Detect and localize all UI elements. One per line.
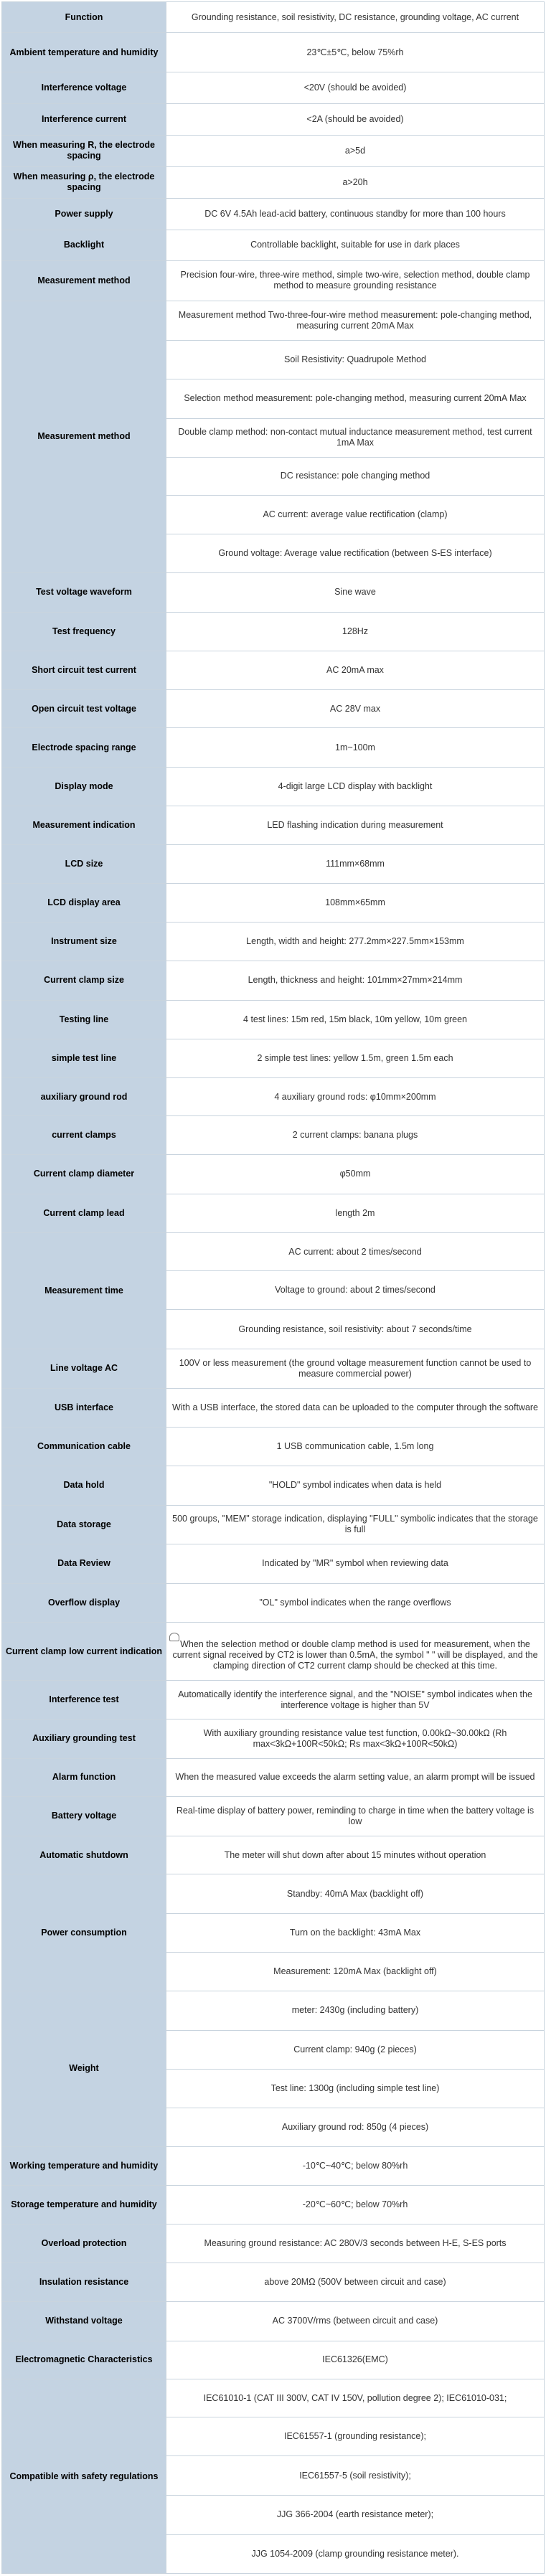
- spec-value: Real-time display of battery power, reminding to charge in time when the battery voltage is low: [166, 1797, 545, 1836]
- spec-label: Communication cable: [2, 1428, 166, 1466]
- spec-value: AC 28V max: [166, 689, 545, 728]
- spec-value: When the measured value exceeds the alarm setting value, an alarm prompt will be issued: [166, 1758, 545, 1797]
- spec-row: [2, 2302, 545, 2341]
- spec-label: Insulation resistance: [2, 2263, 166, 2302]
- spec-label: Compatible with safety regulations: [2, 2379, 166, 2574]
- spec-value: IEC61557-1 (grounding resistance);: [166, 2417, 545, 2456]
- spec-value: "HOLD" symbol indicates when data is held: [166, 1466, 545, 1505]
- spec-row: [2, 1544, 545, 1584]
- spec-value: LED flashing indication during measurement: [166, 806, 545, 845]
- spec-label: Power supply: [2, 199, 166, 230]
- spec-value: IEC61557-5 (soil resistivity);: [166, 2456, 545, 2496]
- spec-value: With auxiliary grounding resistance value test function, 0.00kΩ~30.00kΩ (Rh max<3kΩ+100R<50kΩ; Rs max<3kΩ+100R<50kΩ): [166, 1719, 545, 1758]
- spec-value: Soil Resistivity: Quadrupole Method: [166, 341, 545, 379]
- spec-value-text: When the selection method or double clamp method is used for measurement, when the current signal received by CT2 is lower than 0.5mA, the symbol " " will be displayed, and the clamping direction of CT2 current clamp should be checked at this time.: [172, 1639, 538, 1671]
- spec-label: Ambient temperature and humidity: [2, 33, 166, 72]
- spec-value: AC current: about 2 times/second: [166, 1233, 545, 1271]
- spec-label: Weight: [2, 1991, 166, 2146]
- spec-value: AC 20mA max: [166, 651, 545, 690]
- spec-label: Measurement method: [2, 301, 166, 572]
- spec-row: [2, 1155, 545, 1194]
- spec-label: simple test line: [2, 1039, 166, 1078]
- spec-value: IEC61326(EMC): [166, 2341, 545, 2379]
- spec-value: <20V (should be avoided): [166, 72, 545, 103]
- spec-value: JJG 1054-2009 (clamp grounding resistance meter).: [166, 2534, 545, 2573]
- spec-label: current clamps: [2, 1116, 166, 1155]
- spec-label: Data storage: [2, 1505, 166, 1544]
- spec-value: Automatically identify the interference signal, and the "NOISE" symbol indicates when the interference voltage is higher than 5V: [166, 1681, 545, 1719]
- spec-value: IEC61010-1 (CAT III 300V, CAT IV 150V, pollution degree 2); IEC61010-031;: [166, 2379, 545, 2417]
- spec-row: [2, 72, 545, 103]
- spec-label: Current clamp low current indication: [2, 1623, 166, 1681]
- spec-value: 2 current clamps: banana plugs: [166, 1116, 545, 1155]
- spec-label: When measuring R, the electrode spacing: [2, 136, 166, 166]
- spec-label: auxiliary ground rod: [2, 1077, 166, 1116]
- spec-row: [2, 845, 545, 884]
- spec-row: [2, 2, 545, 33]
- spec-value: Sine wave: [166, 572, 545, 612]
- spec-value: 128Hz: [166, 612, 545, 651]
- spec-label: Data hold: [2, 1466, 166, 1505]
- spec-label: Interference voltage: [2, 72, 166, 103]
- spec-row: [2, 301, 545, 341]
- spec-label: Overload protection: [2, 2224, 166, 2263]
- spec-row: [2, 651, 545, 690]
- spec-label: Function: [2, 2, 166, 33]
- spec-label: Alarm function: [2, 1758, 166, 1797]
- spec-value: 100V or less measurement (the ground voltage measurement function cannot be used to measure commercial power): [166, 1349, 545, 1389]
- spec-row: [2, 1836, 545, 1874]
- spec-row: [2, 33, 545, 72]
- spec-value: 500 groups, "MEM" storage indication, displaying "FULL" symbolic indicates that the storage is full: [166, 1505, 545, 1544]
- spec-value: Current clamp: 940g (2 pieces): [166, 2030, 545, 2070]
- spec-row: [2, 806, 545, 845]
- spec-row: [2, 961, 545, 1001]
- spec-label: Display mode: [2, 767, 166, 806]
- spec-row: [2, 166, 545, 199]
- spec-label: Current clamp diameter: [2, 1155, 166, 1194]
- spec-value: [166, 1623, 545, 1681]
- spec-label: Current clamp size: [2, 961, 166, 1001]
- spec-label: Interference current: [2, 103, 166, 136]
- spec-value: Auxiliary ground rod: 850g (4 pieces): [166, 2108, 545, 2146]
- spec-row: [2, 1797, 545, 1836]
- spec-value: Measuring ground resistance: AC 280V/3 seconds between H-E, S-ES ports: [166, 2224, 545, 2263]
- spec-label: Measurement method: [2, 261, 166, 301]
- spec-value: 4 auxiliary ground rods: φ10mm×200mm: [166, 1077, 545, 1116]
- spec-label: Automatic shutdown: [2, 1836, 166, 1874]
- spec-label: Interference test: [2, 1681, 166, 1719]
- spec-value: Double clamp method: non-contact mutual inductance measurement method, test current 1mA Max: [166, 418, 545, 458]
- spec-label: Instrument size: [2, 923, 166, 961]
- spec-label: Backlight: [2, 230, 166, 260]
- spec-value: Voltage to ground: about 2 times/second: [166, 1270, 545, 1310]
- spec-label: Testing line: [2, 1000, 166, 1039]
- spec-value: Grounding resistance, soil resistivity: about 7 seconds/time: [166, 1310, 545, 1349]
- spec-row: [2, 2186, 545, 2224]
- spec-row: [2, 2341, 545, 2379]
- spec-label: Electrode spacing range: [2, 728, 166, 768]
- spec-label: LCD display area: [2, 883, 166, 923]
- spec-row: [2, 689, 545, 728]
- spec-value: AC current: average value rectification (clamp): [166, 495, 545, 534]
- spec-row: [2, 1194, 545, 1233]
- spec-label: USB interface: [2, 1388, 166, 1428]
- spec-row: [2, 199, 545, 230]
- spec-value: 23℃±5℃, below 75%rh: [166, 33, 545, 72]
- spec-value: Precision four-wire, three-wire method, simple two-wire, selection method, double clamp method to measure grounding resistance: [166, 261, 545, 301]
- spec-row: [2, 767, 545, 806]
- spec-row: [2, 1991, 545, 2031]
- spec-value: Standby: 40mA Max (backlight off): [166, 1874, 545, 1914]
- spec-value: length 2m: [166, 1194, 545, 1233]
- spec-label: Measurement indication: [2, 806, 166, 845]
- clamp-direction-icon-wrap: [169, 1631, 541, 1639]
- spec-value: Measurement: 120mA Max (backlight off): [166, 1952, 545, 1991]
- spec-value: Length, thickness and height: 101mm×27mm×214mm: [166, 961, 545, 1001]
- spec-row: [2, 1077, 545, 1116]
- spec-row: [2, 1719, 545, 1758]
- spec-label: Storage temperature and humidity: [2, 2186, 166, 2224]
- spec-row: [2, 261, 545, 301]
- spec-value: φ50mm: [166, 1155, 545, 1194]
- spec-value: "OL" symbol indicates when the range overflows: [166, 1583, 545, 1623]
- spec-row: [2, 572, 545, 612]
- spec-value: meter: 2430g (including battery): [166, 1991, 545, 2031]
- spec-label: Power consumption: [2, 1874, 166, 1991]
- spec-row: [2, 1233, 545, 1271]
- spec-table: [1, 1, 545, 2574]
- spec-value: DC 6V 4.5Ah lead-acid battery, continuous standby for more than 100 hours: [166, 199, 545, 230]
- spec-row: [2, 1874, 545, 1914]
- spec-value: Indicated by "MR" symbol when reviewing data: [166, 1544, 545, 1584]
- spec-row: [2, 1466, 545, 1505]
- spec-label: Working temperature and humidity: [2, 2146, 166, 2186]
- spec-value: -20℃~60℃; below 70%rh: [166, 2186, 545, 2224]
- spec-label: Test voltage waveform: [2, 572, 166, 612]
- spec-row: [2, 1116, 545, 1155]
- spec-value: JJG 366-2004 (earth resistance meter);: [166, 2496, 545, 2535]
- spec-row: [2, 1388, 545, 1428]
- spec-row: [2, 230, 545, 260]
- spec-label: Withstand voltage: [2, 2302, 166, 2341]
- spec-row: [2, 1039, 545, 1078]
- spec-row: [2, 883, 545, 923]
- spec-label: Test frequency: [2, 612, 166, 651]
- spec-value: 2 simple test lines: yellow 1.5m, green 1.5m each: [166, 1039, 545, 1078]
- spec-value: <2A (should be avoided): [166, 103, 545, 136]
- spec-label: Short circuit test current: [2, 651, 166, 690]
- spec-row: [2, 1000, 545, 1039]
- spec-value: The meter will shut down after about 15 minutes without operation: [166, 1836, 545, 1874]
- spec-value: Turn on the backlight: 43mA Max: [166, 1913, 545, 1952]
- spec-row: [2, 1623, 545, 1681]
- spec-value: Grounding resistance, soil resistivity, DC resistance, grounding voltage, AC current: [166, 2, 545, 33]
- spec-label: When measuring ρ, the electrode spacing: [2, 166, 166, 199]
- spec-value: Selection method measurement: pole-changing method, measuring current 20mA Max: [166, 379, 545, 418]
- spec-row: [2, 136, 545, 166]
- spec-value: 4-digit large LCD display with backlight: [166, 767, 545, 806]
- spec-value: above 20MΩ (500V between circuit and case): [166, 2263, 545, 2302]
- clamp-icon: [169, 1633, 179, 1641]
- spec-row: [2, 2146, 545, 2186]
- spec-value: Test line: 1300g (including simple test line): [166, 2070, 545, 2108]
- spec-label: Overflow display: [2, 1583, 166, 1623]
- spec-row: [2, 612, 545, 651]
- spec-label: Electromagnetic Characteristics: [2, 2341, 166, 2379]
- spec-row: [2, 2379, 545, 2417]
- spec-value: a>5d: [166, 136, 545, 166]
- spec-row: [2, 728, 545, 768]
- spec-label: Auxiliary grounding test: [2, 1719, 166, 1758]
- spec-value: 1m~100m: [166, 728, 545, 768]
- spec-row: [2, 2224, 545, 2263]
- spec-value: -10℃~40℃; below 80%rh: [166, 2146, 545, 2186]
- spec-value: Ground voltage: Average value rectification (between S-ES interface): [166, 534, 545, 573]
- spec-value: 111mm×68mm: [166, 845, 545, 884]
- spec-row: [2, 1681, 545, 1719]
- spec-value: AC 3700V/rms (between circuit and case): [166, 2302, 545, 2341]
- spec-row: [2, 1349, 545, 1389]
- spec-value: With a USB interface, the stored data can be uploaded to the computer through the software: [166, 1388, 545, 1428]
- spec-value: DC resistance: pole changing method: [166, 458, 545, 496]
- spec-row: [2, 1758, 545, 1797]
- spec-row: [2, 2263, 545, 2302]
- spec-row: [2, 1505, 545, 1544]
- spec-label: LCD size: [2, 845, 166, 884]
- spec-row: [2, 923, 545, 961]
- spec-row: [2, 1583, 545, 1623]
- spec-row: [2, 103, 545, 136]
- spec-value: Length, width and height: 277.2mm×227.5mm×153mm: [166, 923, 545, 961]
- spec-value: a>20h: [166, 166, 545, 199]
- spec-value: Measurement method Two-three-four-wire method measurement: pole-changing method, measuring current 20mA Max: [166, 301, 545, 341]
- spec-row: [2, 1428, 545, 1466]
- spec-value: 108mm×65mm: [166, 883, 545, 923]
- spec-label: Open circuit test voltage: [2, 689, 166, 728]
- spec-label: Measurement time: [2, 1233, 166, 1349]
- spec-label: Data Review: [2, 1544, 166, 1584]
- spec-value: Controllable backlight, suitable for use in dark places: [166, 230, 545, 260]
- spec-value: 1 USB communication cable, 1.5m long: [166, 1428, 545, 1466]
- spec-label: Battery voltage: [2, 1797, 166, 1836]
- spec-table-body: [2, 2, 545, 2574]
- spec-label: Current clamp lead: [2, 1194, 166, 1233]
- spec-value: 4 test lines: 15m red, 15m black, 10m yellow, 10m green: [166, 1000, 545, 1039]
- spec-label: Line voltage AC: [2, 1349, 166, 1389]
